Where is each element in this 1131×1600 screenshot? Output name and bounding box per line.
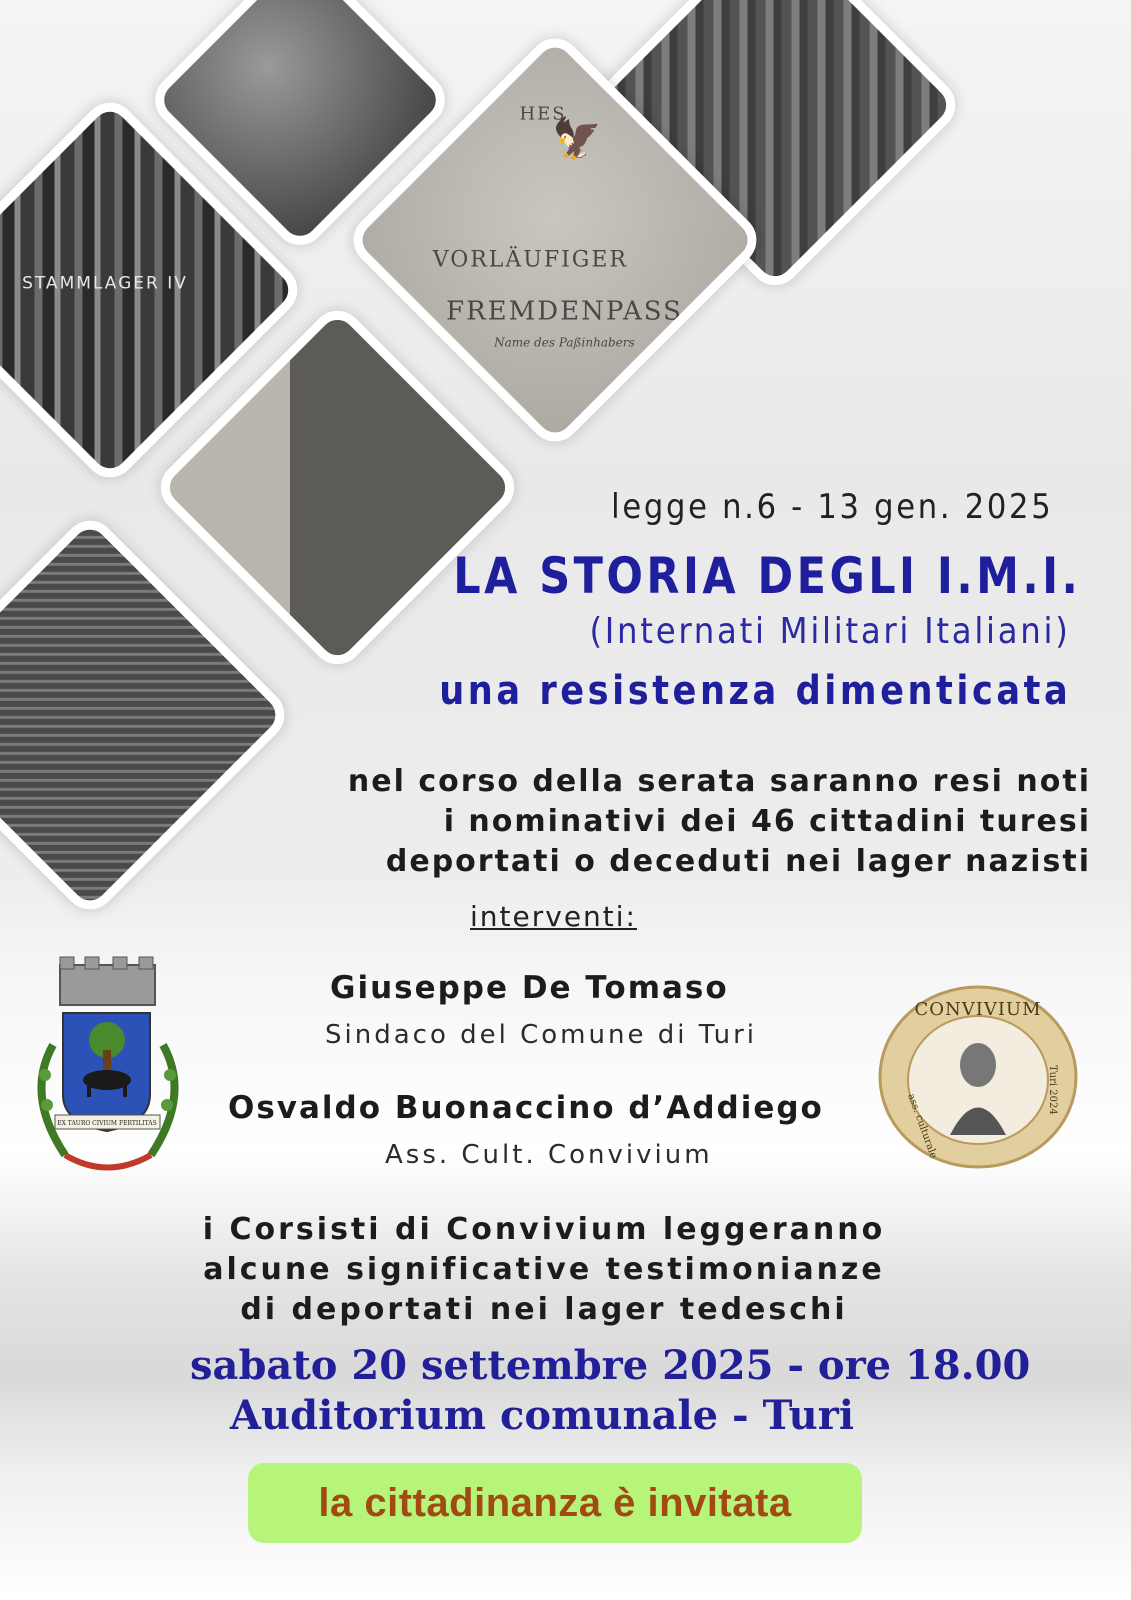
convivium-right-text: Turi 2024: [1047, 1065, 1058, 1115]
passport-line3: Name des Paßinhabers: [494, 335, 635, 350]
event-date: sabato 20 settembre 2025 - ore 18.00: [190, 1342, 1031, 1389]
convivium-name: CONVIVIUM: [914, 999, 1042, 1020]
gate-sign-text: STAMMLAGER IV: [22, 273, 188, 294]
eagle-emblem-icon: 🦅: [552, 115, 603, 162]
speaker-name: Osvaldo Buonaccino d’Addiego: [228, 1090, 824, 1126]
readers-line: alcune significative testimonianze: [203, 1252, 885, 1287]
passport-top-text: HES: [519, 103, 567, 125]
passport-line1: VORLÄUFIGER: [432, 247, 629, 273]
convivium-left-text: ass. culturale: [905, 1092, 939, 1161]
event-subtitle: (Internati Militari Italiani): [589, 611, 1071, 652]
speaker-name: Giuseppe De Tomaso: [330, 970, 729, 1006]
interventi-label: interventi:: [470, 900, 637, 933]
invite-banner: [248, 1463, 862, 1543]
law-reference: legge n.6 - 13 gen. 2025: [610, 487, 1053, 527]
event-title: LA STORIA DEGLI I.M.I.: [452, 547, 1081, 605]
readers-line: di deportati nei lager tedeschi: [240, 1292, 848, 1327]
event-venue: Auditorium comunale - Turi: [230, 1392, 855, 1439]
speaker-role: Sindaco del Comune di Turi: [325, 1020, 758, 1050]
evening-notice: [348, 762, 1091, 882]
coat-motto: EX TAURO CIVIUM FERTILITAS: [57, 1120, 157, 1127]
event-tagline: una resistenza dimenticata: [438, 668, 1071, 714]
passport-line2: FREMDENPASS: [446, 296, 683, 327]
speaker-role: Ass. Cult. Convivium: [385, 1140, 713, 1170]
convivium-logo-icon: [878, 985, 1078, 1170]
coat-of-arms-icon: [15, 955, 200, 1190]
readers-notice: [0, 1210, 1088, 1330]
invite-text: la cittadinanza è invitata: [318, 1480, 792, 1525]
readers-line: i Corsisti di Convivium leggeranno: [202, 1212, 886, 1247]
notice-line: deportati o deceduti nei lager nazisti: [385, 844, 1091, 879]
notice-line: i nominativi dei 46 cittadini turesi: [443, 804, 1091, 839]
notice-line: nel corso della serata saranno resi noti: [347, 764, 1091, 799]
